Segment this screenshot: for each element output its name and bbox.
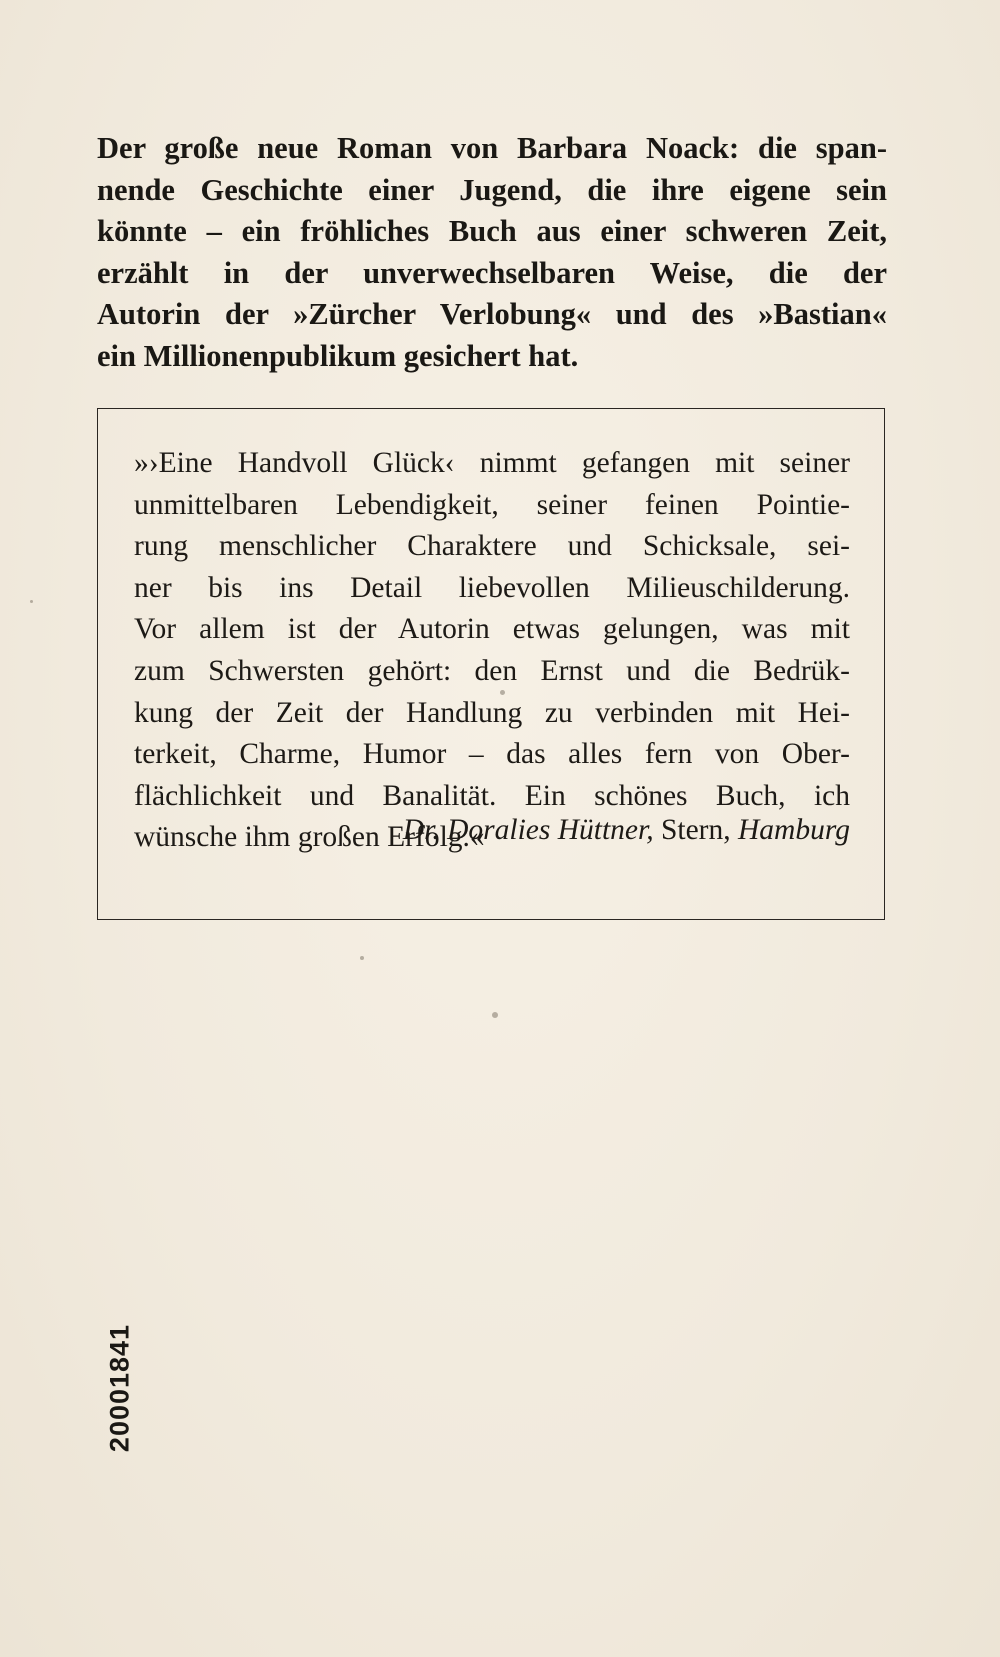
review-line: Vor allem ist der Autorin etwas gelungen, was mit <box>134 613 850 646</box>
review-line: flächlichkeit und Banalität. Ein schönes Buch, ich <box>134 779 850 812</box>
paper-speck <box>360 956 364 960</box>
review-city: Hamburg <box>738 814 850 846</box>
blurb-line: Autorin der »Zürcher Verlobung« und des »Bastian« <box>97 297 887 331</box>
review-line: wünsche ihm großen Erfolg.« <box>134 821 485 854</box>
review-line: rung menschlicher Charaktere und Schicksale, sei- <box>134 530 850 563</box>
paper-speck <box>492 1012 498 1018</box>
review-line: ner bis ins Detail liebevollen Milieuschilderung. <box>134 571 850 604</box>
review-line: zum Schwersten gehört: den Ernst und die Bedrük- <box>134 654 850 687</box>
paper-speck <box>30 600 33 603</box>
blurb-line: ein Millionenpublikum gesichert hat. <box>97 338 579 373</box>
blurb-line: könnte – ein fröhliches Buch aus einer schweren Zeit, <box>97 214 887 248</box>
review-line: kung der Zeit der Handlung zu verbinden mit Hei- <box>134 696 850 729</box>
paper-speck <box>500 690 505 695</box>
review-quote-box <box>97 408 885 920</box>
blurb-line: erzählt in der unverwechselbaren Weise, die der <box>97 255 887 290</box>
review-attribution <box>403 814 850 847</box>
review-line: unmittelbaren Lebendigkeit, seiner feinen Pointie- <box>134 488 850 521</box>
blurb-line: nende Geschichte einer Jugend, die ihre eigene sein <box>97 172 887 207</box>
blurb-paragraph <box>97 128 887 377</box>
review-line: »›Eine Handvoll Glück‹ nimmt gefangen mit seiner <box>134 447 850 479</box>
review-quote-text <box>134 443 850 859</box>
catalog-number: 20001841 <box>104 1323 135 1453</box>
review-author: Dr. Doralies Hüttner, <box>402 814 654 846</box>
blurb-line: Der große neue Roman von Barbara Noack: die span- <box>97 131 887 165</box>
review-line: terkeit, Charme, Humor – das alles fern von Ober- <box>134 738 850 771</box>
review-publication: Stern, <box>660 814 731 846</box>
